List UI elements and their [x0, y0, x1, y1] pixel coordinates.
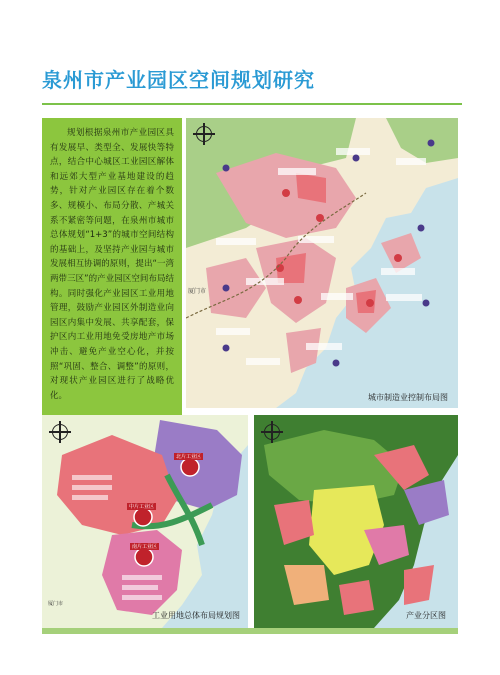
top-map-label: 厦门市	[188, 288, 207, 295]
zone-label-north: 北片工业区	[176, 454, 202, 460]
top-map-caption: 城市制造业控制布局图	[368, 393, 448, 402]
north-compass-icon	[264, 424, 280, 440]
page-title: 泉州市产业园区空间规划研究	[42, 68, 315, 92]
bl-map-legend-label: 厦门市	[48, 601, 64, 607]
industry-zoning-map-graphic	[254, 415, 458, 628]
manufacturing-layout-map	[186, 118, 458, 408]
footer-strip	[42, 628, 458, 634]
north-compass-icon	[196, 126, 212, 142]
zone-label-central: 中片工业区	[129, 504, 155, 510]
intro-text-panel	[42, 118, 182, 418]
intro-paragraph: 规划根据泉州市产业园区具有发展早、类型全、发展快等特点，结合中心城区工业园区解体和远郊大型产业基地建设的趋势，针对产业园区存在着个数多、规模小、布局分散、产城关系不紧密等问题，在泉州市城市总体规划“1+3”的城市空间结构的基础上，及坚持产业园与城市发展相互协调的原则，提出“一湾两带三区”的产业园区空间布局结构。同时强化产业园区工业用地管理，鼓励产业园区外制造业向园区内集中发展、共享配套，保护区内工业用地免受房地产市场冲击、避免产业空心化，并按照“巩固、整合、调整”的原则，对现状产业园区进行了战略优化。	[50, 128, 174, 401]
industry-zoning-map	[254, 415, 458, 628]
bottom-left-map-caption: 工业用地总体布局规划图	[152, 611, 240, 620]
industrial-land-map-graphic	[42, 415, 248, 628]
title-divider	[42, 103, 462, 105]
bottom-right-map-caption: 产业分区图	[406, 611, 446, 620]
industrial-land-layout-map	[42, 415, 248, 628]
manufacturing-map-graphic	[186, 118, 458, 408]
north-compass-icon	[52, 424, 68, 440]
zone-label-south: 南片工业区	[132, 544, 158, 550]
